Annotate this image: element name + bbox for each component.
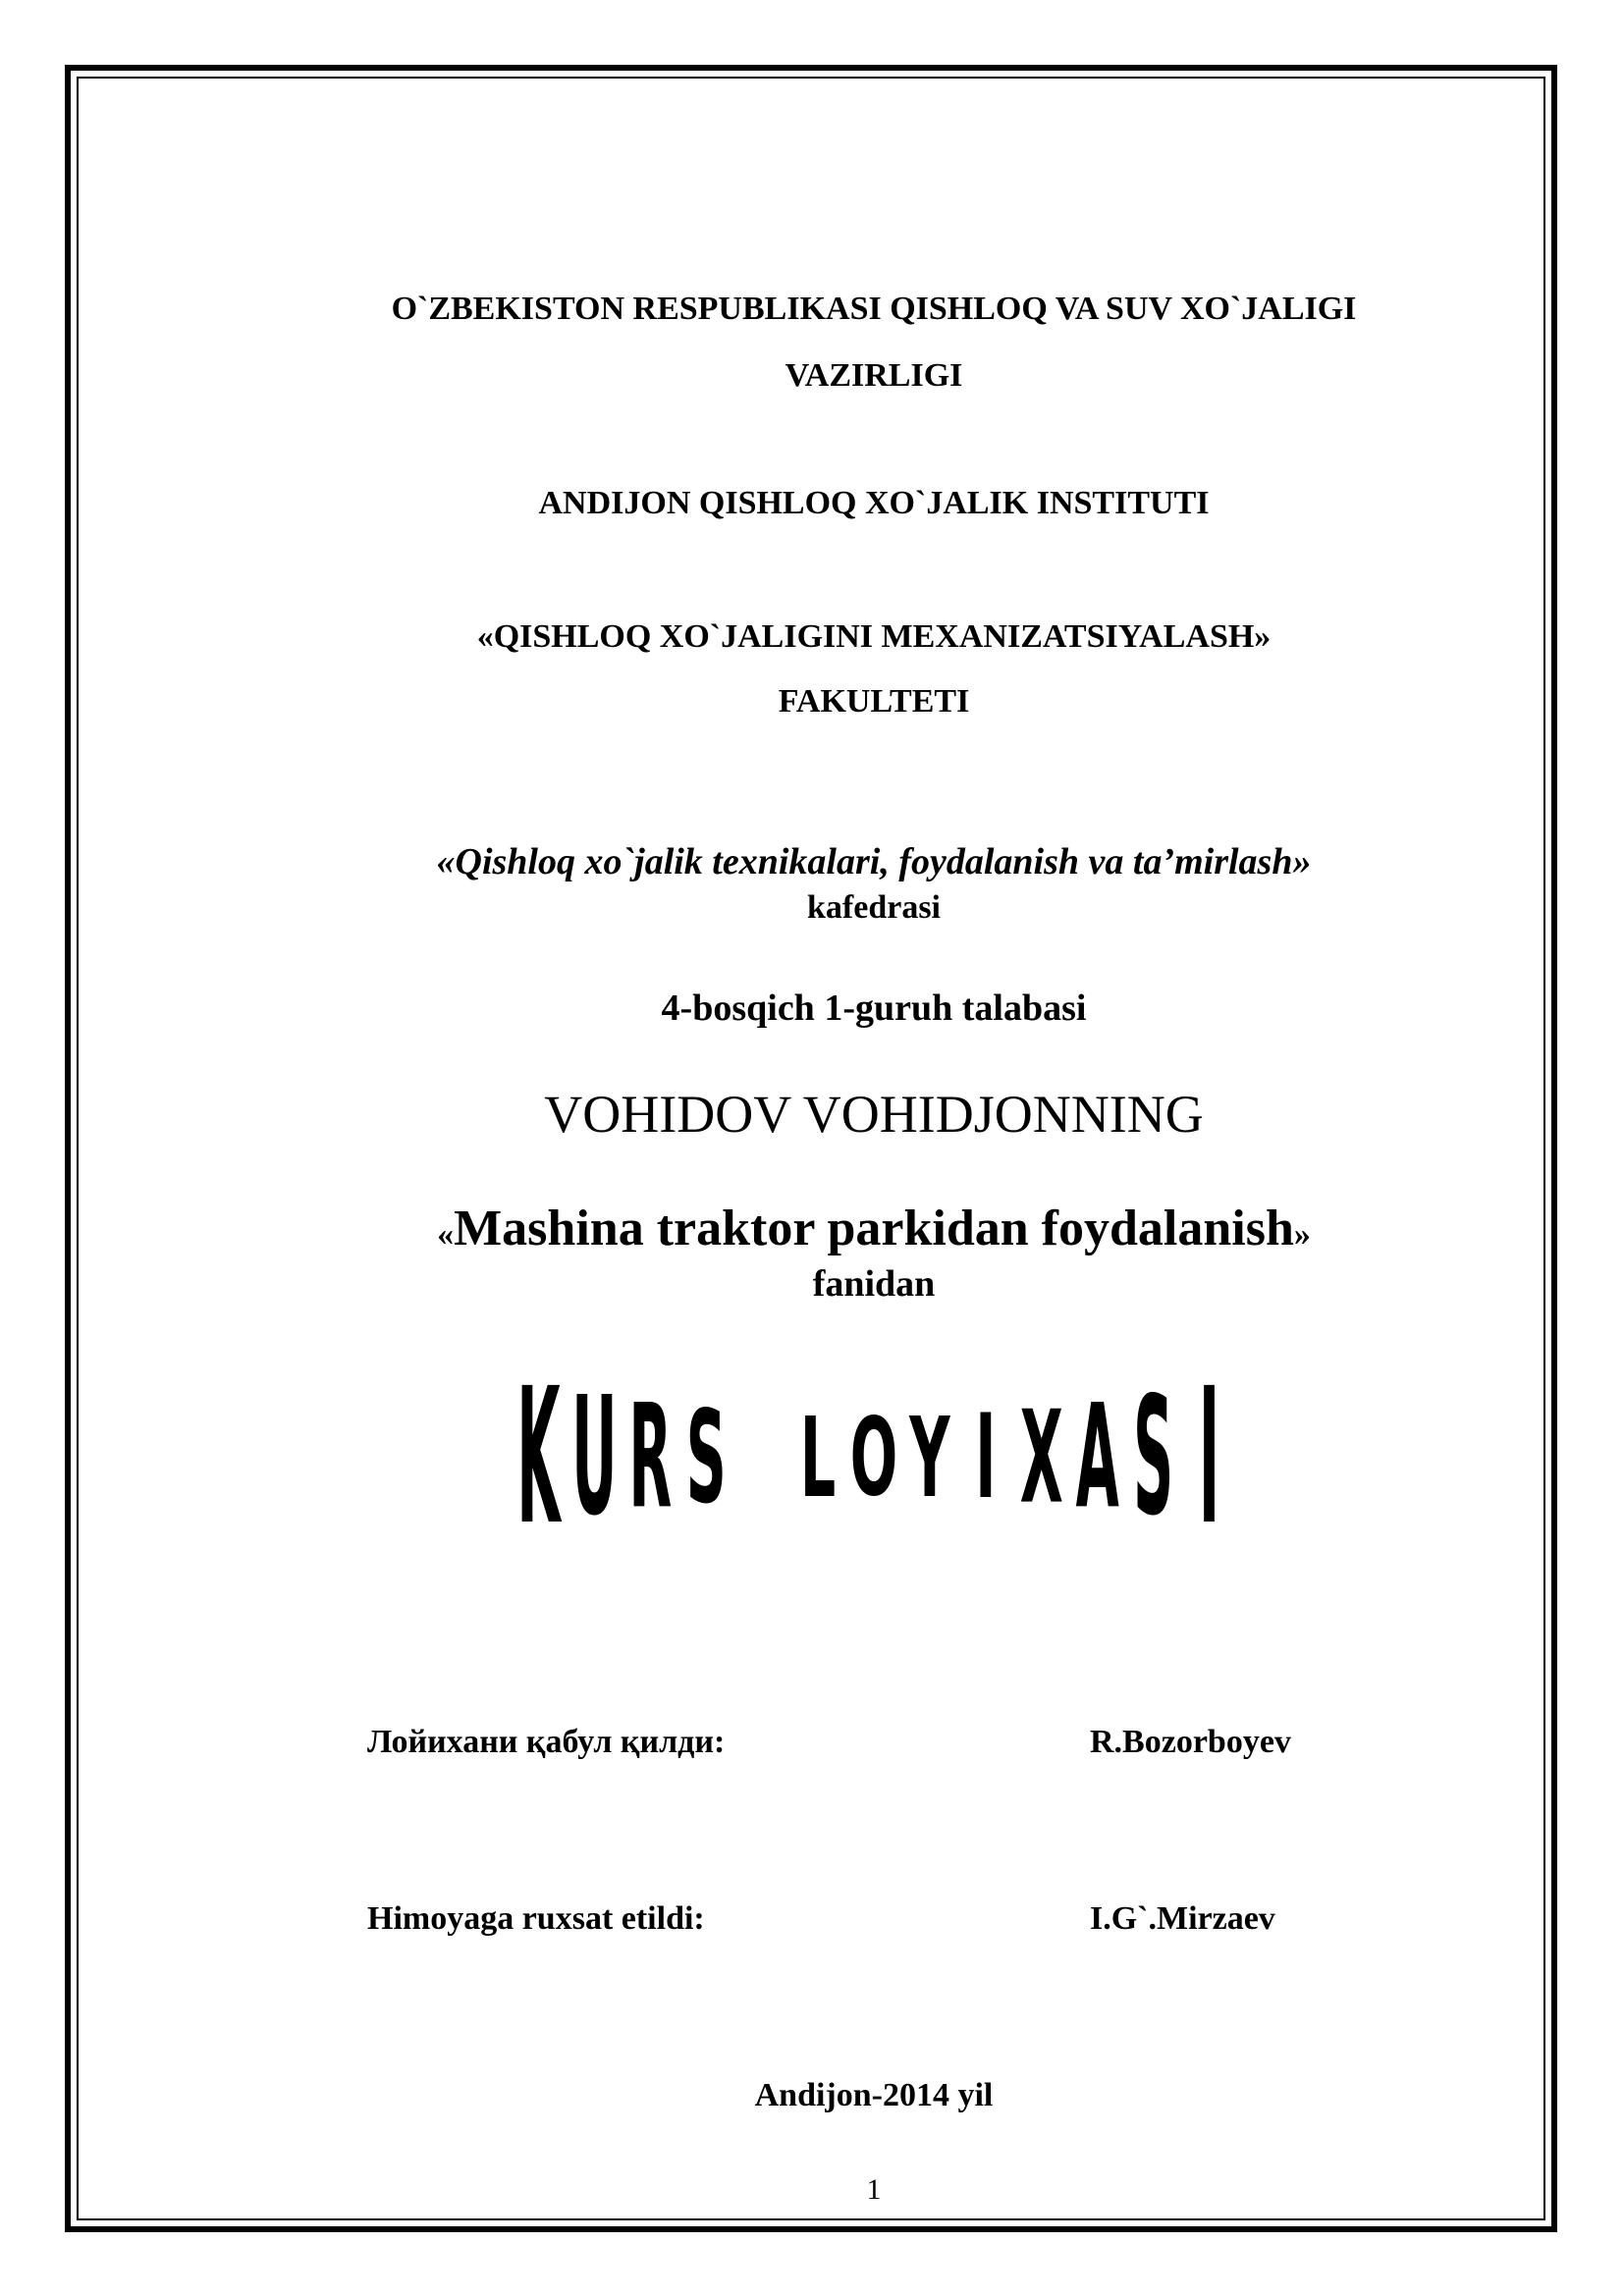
institute-title: ANDIJON QISHLOQ XO`JALIK INSTITUTI: [538, 485, 1210, 521]
project-title-letter: L: [799, 1393, 837, 1522]
project-title-wordart: [511, 1355, 1237, 1561]
city-year: Andijon-2014 yil: [754, 2077, 994, 2113]
department-name: «Qishloq xo`jalik texnikalari, foydalanish va ta’mirlash»: [436, 841, 1312, 882]
department-word: kafedrasi: [807, 889, 941, 926]
project-title-letter: O: [849, 1394, 898, 1522]
student-stage: 4-bosqich 1-guruh talabasi: [661, 988, 1087, 1029]
subject-open-quote: «: [437, 1216, 455, 1253]
ministry-title-line1: O`ZBEKISTON RESPUBLIKASI QISHLOQ VA SUV XO`JALIGI: [391, 291, 1357, 327]
subject-word: fanidan: [812, 1263, 936, 1305]
project-title-letter: K: [516, 1355, 561, 1561]
accepted-by-label: Лойихани қабул қилди:: [367, 1724, 726, 1760]
subject-title: [147, 1200, 1600, 1257]
defense-permitted-label: Himoyaga ruxsat etildi:: [367, 1900, 705, 1937]
defense-permitted-name: I.G`.Mirzaev: [1090, 1900, 1275, 1937]
page-number: 1: [866, 2173, 882, 2206]
faculty-title-line1: «QISHLOQ XO`JALIGINI MEXANIZATSIYALASH»: [476, 618, 1272, 655]
project-title-letter: Y: [909, 1393, 950, 1522]
project-title-graphic: [511, 1355, 1237, 1561]
project-title-letter: R: [628, 1374, 673, 1541]
project-title-letter: S: [1133, 1362, 1174, 1553]
ministry-title-line2: VAZIRLIGI: [785, 357, 963, 394]
accepted-by-name: R.Bozorboyev: [1090, 1724, 1291, 1760]
student-name: VOHIDOV VOHIDJONNING: [544, 1085, 1204, 1144]
page-border-inner: [77, 77, 1545, 2220]
subject-close-quote: »: [1293, 1216, 1311, 1253]
project-title-letter: U: [571, 1362, 618, 1553]
project-title-letter: X: [1019, 1383, 1063, 1532]
subject-title-text: Mashina traktor parkidan foydalanish: [454, 1201, 1294, 1256]
project-title-letter: A: [1075, 1374, 1119, 1541]
project-title-letter: I: [975, 1389, 997, 1526]
faculty-title-line2: FAKULTETI: [778, 683, 970, 720]
project-title-letter: I: [1198, 1355, 1220, 1561]
project-title-letter: S: [685, 1383, 727, 1532]
